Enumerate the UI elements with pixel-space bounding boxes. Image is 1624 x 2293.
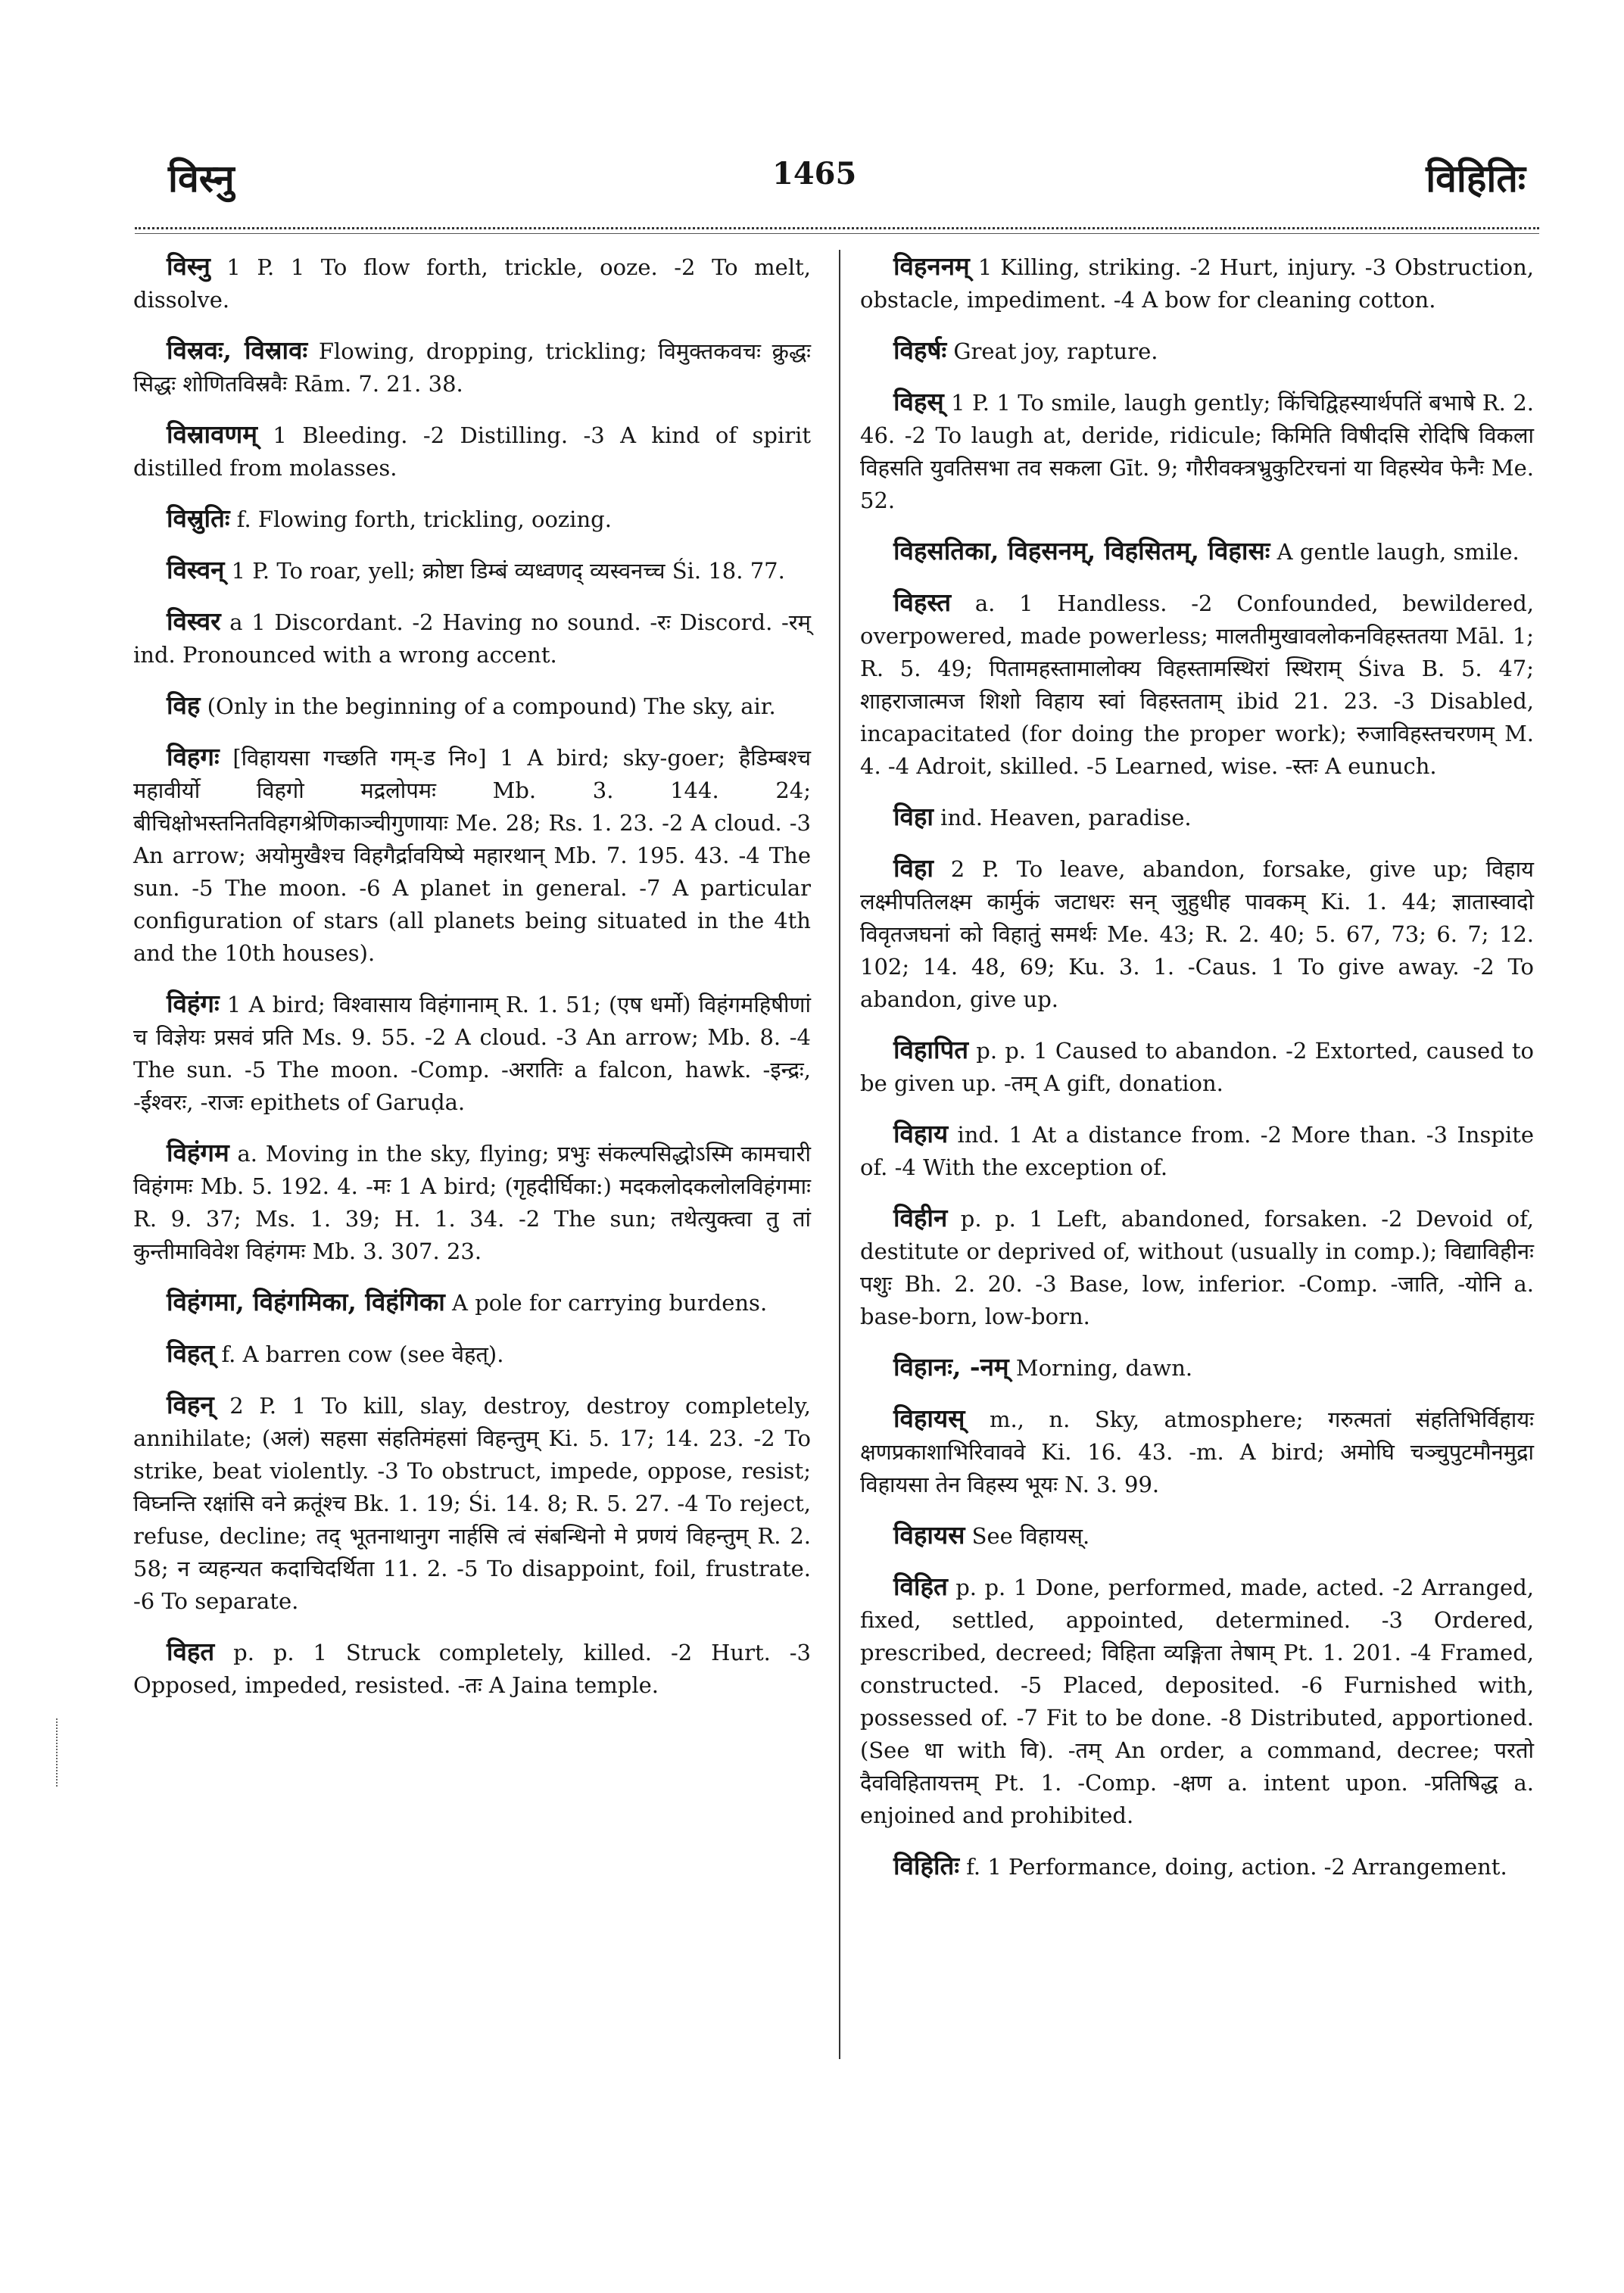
- dictionary-entry: [133, 1285, 811, 1319]
- definition: [विहायसा गच्छति गम्-ड नि०] 1 A bird; sky-goer; हैडिम्बश्च महावीर्यो विहगो मद्रलोपमः Mb. 3. 144. 24; बीचिक्षोभस्तनितविहगश्रेणिकाञ्चीगुणायाः Me. 28; Rs. 1. 23. -2 A cloud. -3 An arrow; अयोमुखैश्च विहगैर्द्रावयिष्ये महारथान् Mb. 7. 195. 43. -4 The sun. -5 The moon. -6 A planet in general. -7 A particular configuration of stars (all planets being situated in the 4th and the 10th houses).: [133, 745, 811, 966]
- dictionary-entry: [133, 418, 811, 484]
- header-rule: [135, 227, 1539, 229]
- definition: Great joy, rapture.: [946, 338, 1158, 364]
- dictionary-entry: [860, 852, 1534, 1016]
- dictionary-entry: [860, 1033, 1534, 1100]
- page-number: 1465: [772, 156, 857, 192]
- headword: विस्नु: [167, 251, 210, 281]
- headword: विस्रवः, विस्रावः: [167, 335, 308, 365]
- headword: विहसतिका, विहसनम्, विहसितम्, विहासः: [893, 536, 1270, 565]
- definition: a 1 Discordant. -2 Having no sound. -रः Discord. -रम् ind. Pronounced with a wrong accent.: [133, 609, 811, 668]
- dictionary-entry: [133, 1136, 811, 1268]
- headword: विहत्: [167, 1338, 215, 1368]
- definition: f. A barren cow (see वेहत्).: [214, 1341, 504, 1367]
- dictionary-entry: [133, 1337, 811, 1371]
- dictionary-entry: [133, 553, 811, 587]
- headword: विहीन: [893, 1203, 948, 1232]
- definition: 1 P. To roar, yell; क्रोष्टा डिम्बं व्यध्वणद् व्यस्वनच्च Śi. 18. 77.: [224, 558, 785, 584]
- dictionary-entry: [133, 689, 811, 723]
- headword: विहित: [893, 1572, 948, 1601]
- headword: विस्रुतिः: [167, 503, 230, 533]
- definition: p. p. 1 Done, performed, made, acted. -2 Arranged, fixed, settled, appointed, determined. -3 Ordered, prescribed, decreed; विहिता व्यङ्गिता तेषाम् Pt. 1. 201. -4 Framed, constructed. -5 Placed, deposited. -6 Furnished with, possessed of. -7 Fit to be done. -8 Distributed, apportioned. (See धा with वि). -तम् An order, a command, decree; परतो दैवविहितायत्तम् Pt. 1. -Comp. -क्षण a. intent upon. -प्रतिषिद्ध a. enjoined and prohibited.: [860, 1575, 1534, 1828]
- definition: a. Moving in the sky, flying; प्रभुः संकल्पसिद्धोऽस्मि कामचारी विहंगमः Mb. 5. 192. 4. -मः 1 A bird; (गृहदीर्घिका:) मदकलोदकलोलविहंगमाः R. 9. 37; Ms. 1. 39; H. 1. 34. -2 The sun; तथेत्युक्त्वा तु तां कुन्तीमाविवेश विहंगमः Mb. 3. 307. 23.: [133, 1141, 811, 1264]
- definition: See विहायस्.: [965, 1523, 1090, 1549]
- headword: विहन्: [167, 1390, 214, 1419]
- definition: a. 1 Handless. -2 Confounded, bewildered, overpowered, made powerless; मालतीमुखावलोकनविहस्ततया Māl. 1; R. 5. 49; पितामहस्तामालोक्य विहस्तामस्थिरां स्थिराम् Śiva B. 5. 47; शाहराजात्मज शिशो विहाय स्वां विहस्तताम् ibid 21. 23. -3 Disabled, incapacitated (for doing the proper work); रुजाविहस्तचरणम् M. 4. -4 Adroit, skilled. -5 Learned, wise. -स्तः A eunuch.: [860, 590, 1534, 779]
- dictionary-entry: [860, 385, 1534, 517]
- headword: विहायस: [893, 1520, 965, 1550]
- definition: m., n. Sky, atmosphere; गरुत्मतां संहतिभिर्विहायः क्षणप्रकाशाभिरिवाववे Ki. 16. 43. -m. A bird; अमोघि चञ्चुपुटमौनमुद्रा विहायसा तेन विहस्य भूयः N. 3. 99.: [860, 1407, 1534, 1497]
- header-rule-line: [135, 233, 1539, 234]
- headword: विहंगः: [167, 989, 220, 1018]
- headword: विस्वर: [167, 606, 221, 636]
- definition: p. p. 1 Caused to abandon. -2 Extorted, caused to be given up. -तम् A gift, donation.: [860, 1038, 1534, 1096]
- running-head-left: विस्नु: [168, 156, 235, 201]
- definition: 1 Killing, striking. -2 Hurt, injury. -3 Obstruction, obstacle, impediment. -4 A bow for cleaning cotton.: [860, 254, 1534, 313]
- definition: A gentle laugh, smile.: [1270, 539, 1520, 565]
- definition: ind. 1 At a distance from. -2 More than. -3 Inspite of. -4 With the exception of.: [860, 1122, 1534, 1180]
- dictionary-entry: [133, 987, 811, 1119]
- definition: f. 1 Performance, doing, action. -2 Arrangement.: [959, 1854, 1507, 1880]
- headword: विहा: [893, 802, 934, 831]
- definition: p. p. 1 Struck completely, killed. -2 Hurt. -3 Opposed, impeded, resisted. -तः A Jaina temple.: [133, 1640, 811, 1698]
- definition: 1 P. 1 To smile, laugh gently; किंचिद्विहस्यार्थपतिं बभाषे R. 2. 46. -2 To laugh at, deride, ridicule; किमिति विषीदसि रोदिषि विकला विहसति युवतिसभा तव सकला Gīt. 9; गौरीवक्त्रभ्रुकुटिरचनां या विहस्येव फेनैः Me. 52.: [860, 390, 1534, 513]
- definition: 1 Bleeding. -2 Distilling. -3 A kind of spirit distilled from molasses.: [133, 422, 811, 481]
- definition: Morning, dawn.: [1008, 1355, 1193, 1381]
- dictionary-entry: [860, 1351, 1534, 1385]
- dictionary-entry: [860, 586, 1534, 783]
- dictionary-entry: [133, 605, 811, 671]
- headword: विहाय: [893, 1119, 949, 1148]
- dictionary-entry: [860, 534, 1534, 569]
- headword: विहंगमा, विहंगमिका, विहंगिका: [167, 1287, 445, 1316]
- dictionary-entry: [133, 250, 811, 316]
- headword: विहापित: [893, 1035, 969, 1064]
- headword: विहितिः: [893, 1851, 959, 1880]
- definition: Flowing, dropping, trickling; विमुक्तकवचः क्रुद्धः सिद्धः शोणितविस्रवैः Rām. 7. 21. 38.: [133, 338, 811, 397]
- dictionary-entry: [860, 1519, 1534, 1553]
- dictionary-entry: [860, 334, 1534, 368]
- definition: 1 P. 1 To flow forth, trickle, ooze. -2 To melt, dissolve.: [133, 254, 811, 313]
- headword: विहा: [893, 853, 934, 883]
- definition: 2 P. 1 To kill, slay, destroy, destroy completely, annihilate; (अलं) सहसा संहतिमंहसां विहन्तुम् Ki. 5. 17; 14. 23. -2 To strike, beat violently. -3 To obstruct, impede, oppose, resist; विघ्नन्ति रक्षांसि वने क्रतूंश्च Bk. 1. 19; Śi. 14. 8; R. 5. 27. -4 To reject, refuse, decline; तद् भूतनाथानुग नार्हसि त्वं संबन्धिनो मे प्रणयं विहन्तुम् R. 2. 58; न व्यहन्यत कदाचिदर्थिता 11. 2. -5 To disappoint, foil, frustrate. -6 To separate.: [133, 1393, 811, 1614]
- dictionary-entry: [133, 334, 811, 400]
- dictionary-entry: [860, 1402, 1534, 1501]
- headword: विहर्षः: [893, 335, 947, 365]
- headword: विस्रावणम्: [167, 419, 258, 449]
- running-head-right: विहितिः: [1426, 156, 1526, 201]
- headword: विहानः, -नम्: [893, 1352, 1009, 1382]
- definition: p. p. 1 Left, abandoned, forsaken. -2 Devoid of, destitute or deprived of, without (usually in comp.); विद्याविहीनः पशुः Bh. 2. 20. -3 Base, low, inferior. -Comp. -जाति, -योनि a. base-born, low-born.: [860, 1206, 1534, 1329]
- definition: ind. Heaven, paradise.: [933, 805, 1192, 830]
- headword: विहस्त: [893, 587, 952, 617]
- dictionary-entry: [133, 502, 811, 536]
- definition: f. Flowing forth, trickling, oozing.: [229, 506, 612, 532]
- headword: विह: [167, 690, 201, 720]
- headword: विहायस्: [893, 1404, 965, 1433]
- definition: A pole for carrying burdens.: [444, 1290, 768, 1316]
- dictionary-entry: [860, 1201, 1534, 1333]
- headword: विस्वन्: [167, 555, 225, 584]
- left-column: [133, 250, 811, 1719]
- headword: विहगः: [167, 742, 220, 771]
- definition: (Only in the beginning of a compound) The sky, air.: [200, 693, 776, 719]
- headword: विहत: [167, 1637, 215, 1666]
- margin-mark: [56, 1718, 58, 1787]
- definition: 1 A bird; विश्वासाय विहंगानाम् R. 1. 51; (एष धर्मो) विहंगमहिषीणां च विज्ञेयः प्रसवं प्रति Ms. 9. 55. -2 A cloud. -3 An arrow; Mb. 8. -4 The sun. -5 The moon. -Comp. -अरातिः a falcon, hawk. -इन्द्रः, -ईश्वरः, -राजः epithets of Garuḍa.: [133, 992, 811, 1115]
- dictionary-entry: [860, 800, 1534, 834]
- right-column: [860, 250, 1534, 1901]
- dictionary-entry: [133, 1388, 811, 1618]
- column-divider: [839, 250, 840, 2059]
- dictionary-entry: [133, 1635, 811, 1702]
- definition: 2 P. To leave, abandon, forsake, give up; विहाय लक्ष्मीपतिलक्ष्म कार्मुकं जटाधरः सन् जुहुधीह पावकम् Ki. 1. 44; ज्ञातास्वादो विवृतजघनां को विहातुं समर्थः Me. 43; R. 2. 40; 5. 67, 73; 6. 7; 12. 102; 14. 48, 69; Ku. 3. 1. -Caus. 1 To give away. -2 To abandon, give up.: [860, 856, 1534, 1012]
- dictionary-entry: [860, 1117, 1534, 1184]
- dictionary-entry: [860, 1849, 1534, 1883]
- headword: विहननम्: [893, 251, 970, 281]
- headword: विहंगम: [167, 1138, 229, 1167]
- headword: विहस्: [893, 387, 944, 416]
- dictionary-entry: [860, 1570, 1534, 1832]
- dictionary-entry: [860, 250, 1534, 316]
- dictionary-entry: [133, 740, 811, 970]
